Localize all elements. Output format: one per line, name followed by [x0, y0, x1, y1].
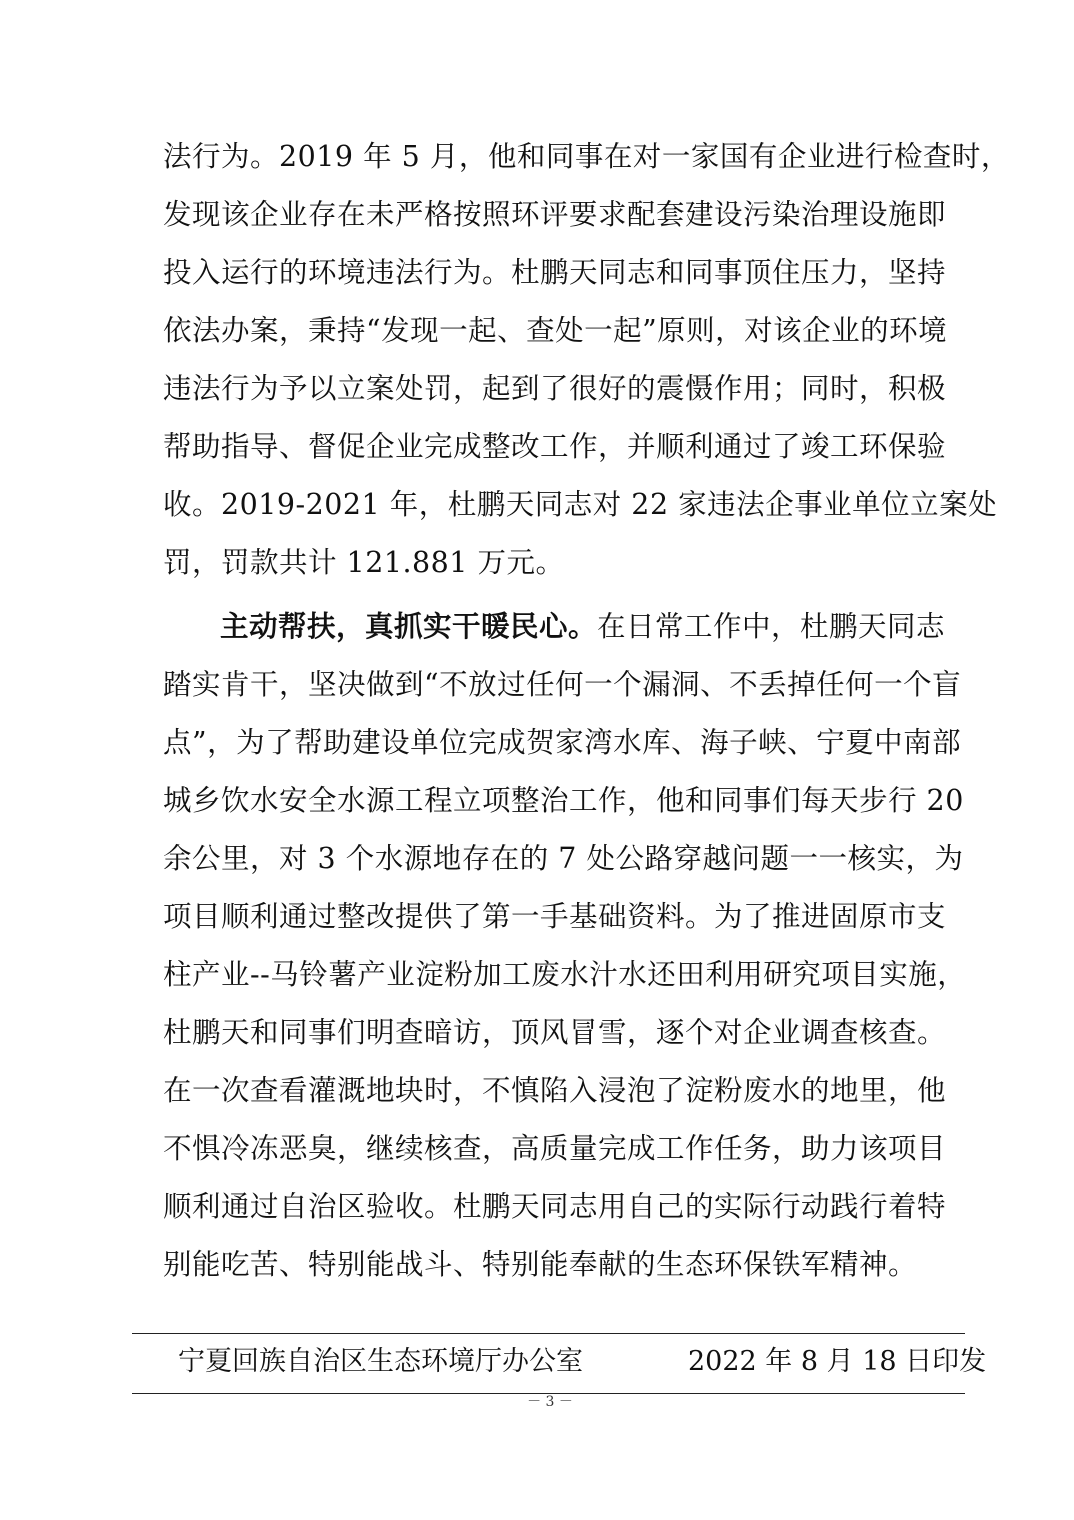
- text-line: 踏实肯干，坚决做到“不放过任何一个漏洞、不丢掉任何一个盲: [163, 668, 962, 701]
- text-line: 不惧冷冻恶臭，继续核查，高质量完成工作任务，助力该项目: [163, 1132, 947, 1165]
- text-line: 法行为。2019 年 5 月，他和同事在对一家国有企业进行检查时，: [163, 140, 1010, 173]
- text-line: 帮助指导、督促企业完成整改工作，并顺利通过了竣工环保验: [163, 430, 947, 463]
- text-line: 依法办案，秉持“发现一起、查处一起”原则，对该企业的环境: [163, 314, 948, 347]
- page-number: － 3 －: [527, 1394, 573, 1410]
- text-line: 项目顺利通过整改提供了第一手基础资料。为了推进固原市支: [163, 900, 947, 933]
- footer-issuing-office: 宁夏回族自治区生态环境厅办公室: [178, 1346, 583, 1377]
- text-line: 发现该企业存在未严格按照环评要求配套建设污染治理设施即: [163, 198, 947, 231]
- text-line: 违法行为予以立案处罚，起到了很好的震慑作用；同时，积极: [163, 372, 947, 405]
- text-line: 杜鹏天和同事们明查暗访，顶风冒雪，逐个对企业调查核查。: [163, 1016, 947, 1049]
- text-line: 柱产业--马铃薯产业淀粉加工废水汁水还田利用研究项目实施，: [163, 958, 967, 991]
- footer-top-rule: [132, 1333, 965, 1334]
- text-line: 收。2019-2021 年，杜鹏天同志对 22 家违法企事业单位立案处: [163, 488, 998, 521]
- text-segment: 在日常工作中，杜鹏天同志: [597, 610, 946, 643]
- paragraph-first-line: [163, 598, 946, 656]
- text-line: 城乡饮水安全水源工程立项整治工作，他和同事们每天步行 20: [163, 784, 964, 817]
- text-line: 投入运行的环境违法行为。杜鹏天同志和同事顶住压力，坚持: [163, 256, 947, 289]
- paragraph-heading: 主动帮扶，真抓实干暖民心。: [220, 610, 598, 643]
- text-line: 余公里，对 3 个水源地存在的 7 处公路穿越问题一一核实，为: [163, 842, 964, 875]
- text-line: 在一次查看灌溉地块时，不慎陷入浸泡了淀粉废水的地里，他: [163, 1074, 947, 1107]
- text-line: 罚，罚款共计 121.881 万元。: [163, 546, 565, 579]
- footer-issue-date: 2022 年 8 月 18 日印发: [688, 1346, 987, 1377]
- text-line: 点”，为了帮助建设单位完成贺家湾水库、海子峡、宁夏中南部: [163, 726, 962, 759]
- paragraph-assistance: [163, 598, 967, 1294]
- body-text: [163, 128, 1010, 1294]
- text-line: 别能吃苦、特别能战斗、特别能奉献的生态环保铁军精神。: [163, 1248, 918, 1281]
- paragraph-enforcement: [163, 128, 1010, 592]
- text-line: 顺利通过自治区验收。杜鹏天同志用自己的实际行动践行着特: [163, 1190, 947, 1223]
